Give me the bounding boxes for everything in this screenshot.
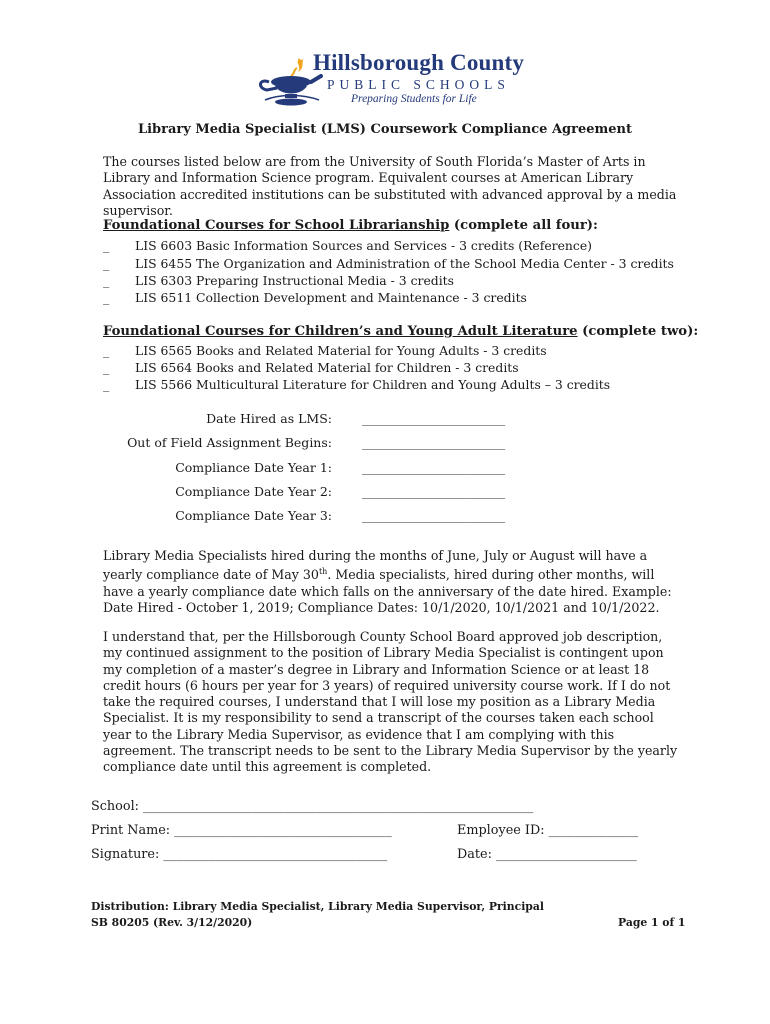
intro-paragraph: The courses listed below are from the University of South Florida’s Master of Arts in Library and Information Science program. Equivalent courses at American Library Association accredited institutions can be substituted with advanced approval by a media supervisor.: [103, 154, 677, 218]
course-label: LIS 6603 Basic Information Sources and Services - 3 credits (Reference): [135, 238, 593, 253]
course-label: LIS 5566 Multicultural Literature for Children and Young Adults – 3 credits: [135, 377, 611, 392]
course-checkbox-blank[interactable]: _: [103, 360, 110, 375]
course-item: [103, 290, 527, 305]
date-field[interactable]: ________________________: [362, 484, 505, 499]
date-signed-field[interactable]: Date: ______________________: [457, 847, 637, 862]
date-label: Out of Field Assignment Begins:: [127, 435, 332, 450]
course-checkbox-blank[interactable]: _: [103, 377, 110, 392]
signature-field[interactable]: Signature: ___________________________________: [91, 847, 388, 862]
print-name-field[interactable]: Print Name: __________________________________: [91, 823, 392, 838]
section-heading-text: Foundational Courses for Children’s and Young Adult Literature: [103, 324, 578, 339]
course-checkbox-blank[interactable]: _: [103, 238, 110, 253]
date-field[interactable]: ________________________: [362, 435, 505, 450]
compliance-text-before: Library Media Specialists hired during the months of June, July or August will have a yearly compliance date of May 30: [103, 548, 648, 583]
compliance-paragraph: [103, 548, 683, 616]
agreement-paragraph: I understand that, per the Hillsborough County School Board approved job description, my continued assignment to the position of Library Media Specialist is contingent upon my completion of a master’s degree in Library and Information Science or at least 18 credit hours (6 hours per year for 3 years) of required university course work. If I do not take the required courses, I understand that I will lose my position as a Library Media Specialist. It is my responsibility to send a transcript of the courses taken each school year to the Library Media Supervisor, as evidence that I am complying with this agreement. The transcript needs to be sent to the Library Media Supervisor by the yearly compliance date until this agreement is completed.: [103, 629, 678, 775]
employee-id-field[interactable]: Employee ID: ______________: [457, 823, 639, 838]
course-label: LIS 6511 Collection Development and Maintenance - 3 credits: [135, 290, 527, 305]
logo-org-name: Hillsborough County: [313, 50, 525, 75]
course-checkbox-blank[interactable]: _: [103, 290, 110, 305]
logo-tagline: Preparing Students for Life: [351, 93, 477, 105]
form-id: SB 80205 (Rev. 3/12/2020): [91, 916, 253, 929]
document-title: Library Media Specialist (LMS) Coursework Compliance Agreement: [137, 122, 633, 137]
compliance-text-after: . Media specialists, hired during other months, will have a yearly compliance date which falls on the anniversary of the date hired. Example: Date Hired - October 1, 2019; Compliance Dates: 10/1/2020, 10/1/2021 and 10/1/2022.: [103, 567, 672, 616]
course-label: LIS 6565 Books and Related Material for Young Adults - 3 credits: [135, 343, 547, 358]
course-checkbox-blank[interactable]: _: [103, 343, 110, 358]
course-checkbox-blank[interactable]: _: [103, 256, 110, 271]
course-item: [103, 360, 519, 375]
course-item: [103, 256, 674, 271]
section-heading-note: (complete all four):: [449, 218, 598, 233]
date-label: Compliance Date Year 2:: [175, 484, 332, 499]
course-item: [103, 273, 454, 288]
course-item: [103, 238, 592, 253]
page-number: Page 1 of 1: [618, 916, 686, 929]
date-field[interactable]: ________________________: [362, 460, 505, 475]
course-checkbox-blank[interactable]: _: [103, 273, 110, 288]
compliance-text-sup: th: [318, 567, 328, 577]
section-heading-librarianship: [103, 218, 598, 233]
district-logo: [255, 52, 530, 112]
section-heading-note: (complete two):: [577, 324, 699, 339]
distribution-note: Distribution: Library Media Specialist, Library Media Supervisor, Principal: [91, 900, 544, 913]
course-item: [103, 377, 610, 392]
date-label: Compliance Date Year 3:: [175, 508, 332, 523]
date-field[interactable]: ________________________: [362, 508, 505, 523]
course-item: [103, 343, 547, 358]
section-heading-literature: [103, 324, 698, 339]
course-label: LIS 6303 Preparing Instructional Media - 3 credits: [135, 273, 455, 288]
school-field[interactable]: School: _____________________________________________________________: [91, 799, 534, 814]
date-field[interactable]: ________________________: [362, 411, 505, 426]
section-heading-text: Foundational Courses for School Librarianship: [103, 218, 450, 233]
course-label: LIS 6564 Books and Related Material for Children - 3 credits: [135, 360, 519, 375]
date-label: Date Hired as LMS:: [206, 411, 332, 426]
course-label: LIS 6455 The Organization and Administration of the School Media Center - 3 credits: [135, 256, 674, 271]
date-label: Compliance Date Year 1:: [175, 460, 332, 475]
logo-org-subtitle: PUBLIC SCHOOLS: [327, 77, 510, 92]
